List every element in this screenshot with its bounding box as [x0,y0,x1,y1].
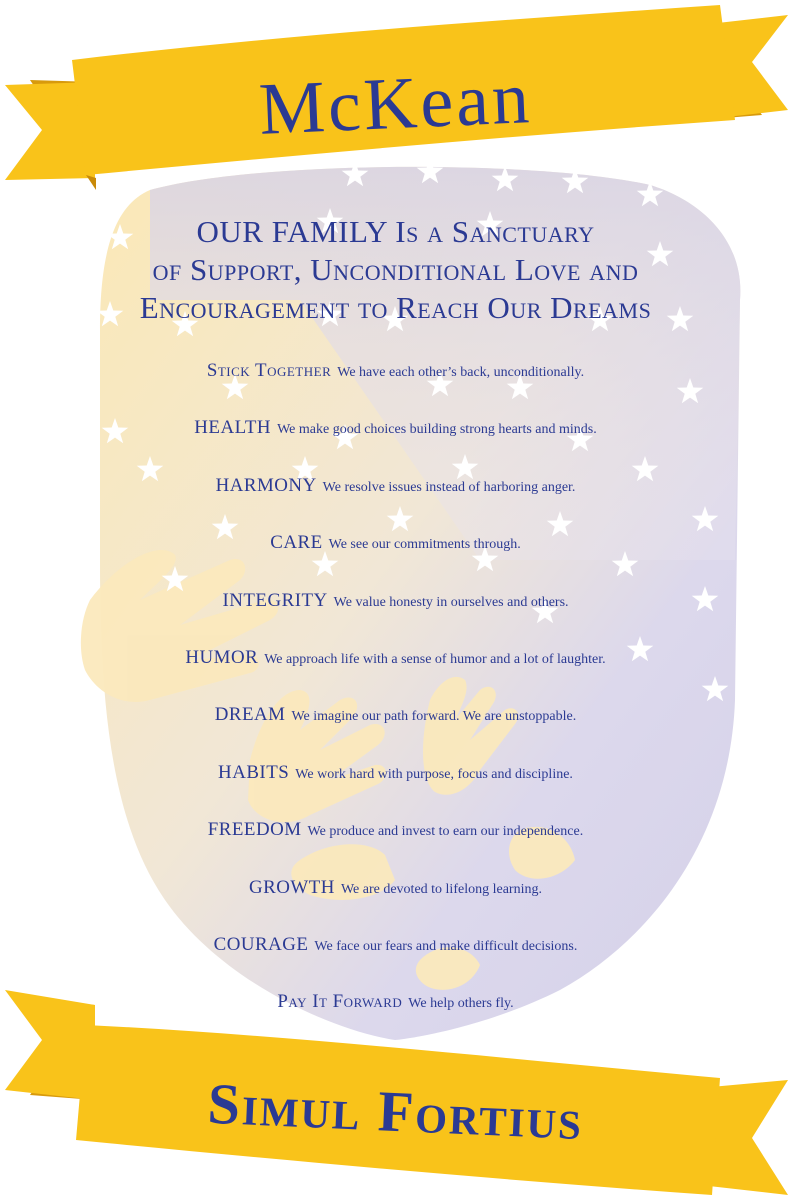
value-title: HABITS [218,761,290,783]
value-title: CARE [270,532,323,554]
value-item [0,689,791,746]
value-description: We work hard with purpose, focus and discipline. [295,766,573,782]
value-item [0,747,791,804]
value-description: We approach life with a sense of humor and a lot of laughter. [264,651,606,667]
value-item [0,804,791,861]
value-item [0,460,791,517]
value-description: We see our commitments through. [328,537,521,553]
value-item [0,517,791,574]
value-item [0,862,791,919]
value-item [0,402,791,459]
headline-line: of Support, Unconditional Love and [152,252,639,287]
value-description: We face our fears and make difficult decisions. [314,938,578,954]
value-description: We produce and invest to earn our independence. [307,824,584,840]
value-item [0,632,791,689]
value-description: We make good choices building strong hearts and minds. [277,422,597,438]
value-title: INTEGRITY [222,589,328,611]
family-motto: Simul Fortius [206,1070,585,1153]
value-item [0,919,791,976]
value-description: We have each other’s back, unconditionally. [337,365,585,380]
value-title: HUMOR [185,646,259,668]
value-description: We value honesty in ourselves and others. [333,594,569,610]
value-title: Pay It Forward [277,991,403,1013]
value-title: HEALTH [194,417,272,439]
value-title: HARMONY [215,474,317,496]
value-item [0,976,791,1033]
value-title: DREAM [214,704,286,726]
value-title: FREEDOM [207,819,302,841]
value-description: We are devoted to lifelong learning. [340,881,542,897]
values-list [0,345,791,1034]
headline-line: OUR FAMILY Is a Sanctuary [196,214,595,249]
headline [0,213,791,327]
value-title: GROWTH [249,876,335,898]
value-title: Stick Together [206,360,332,381]
value-description: We help others fly. [408,996,514,1012]
headline-line: Encouragement to Reach Our Dreams [139,290,652,325]
value-description: We resolve issues instead of harboring anger. [322,479,576,495]
value-description: We imagine our path forward. We are unstoppable. [291,709,577,725]
value-item [0,345,791,402]
family-name-title: McKean [257,57,534,151]
value-title: COURAGE [213,933,309,955]
value-item [0,575,791,632]
